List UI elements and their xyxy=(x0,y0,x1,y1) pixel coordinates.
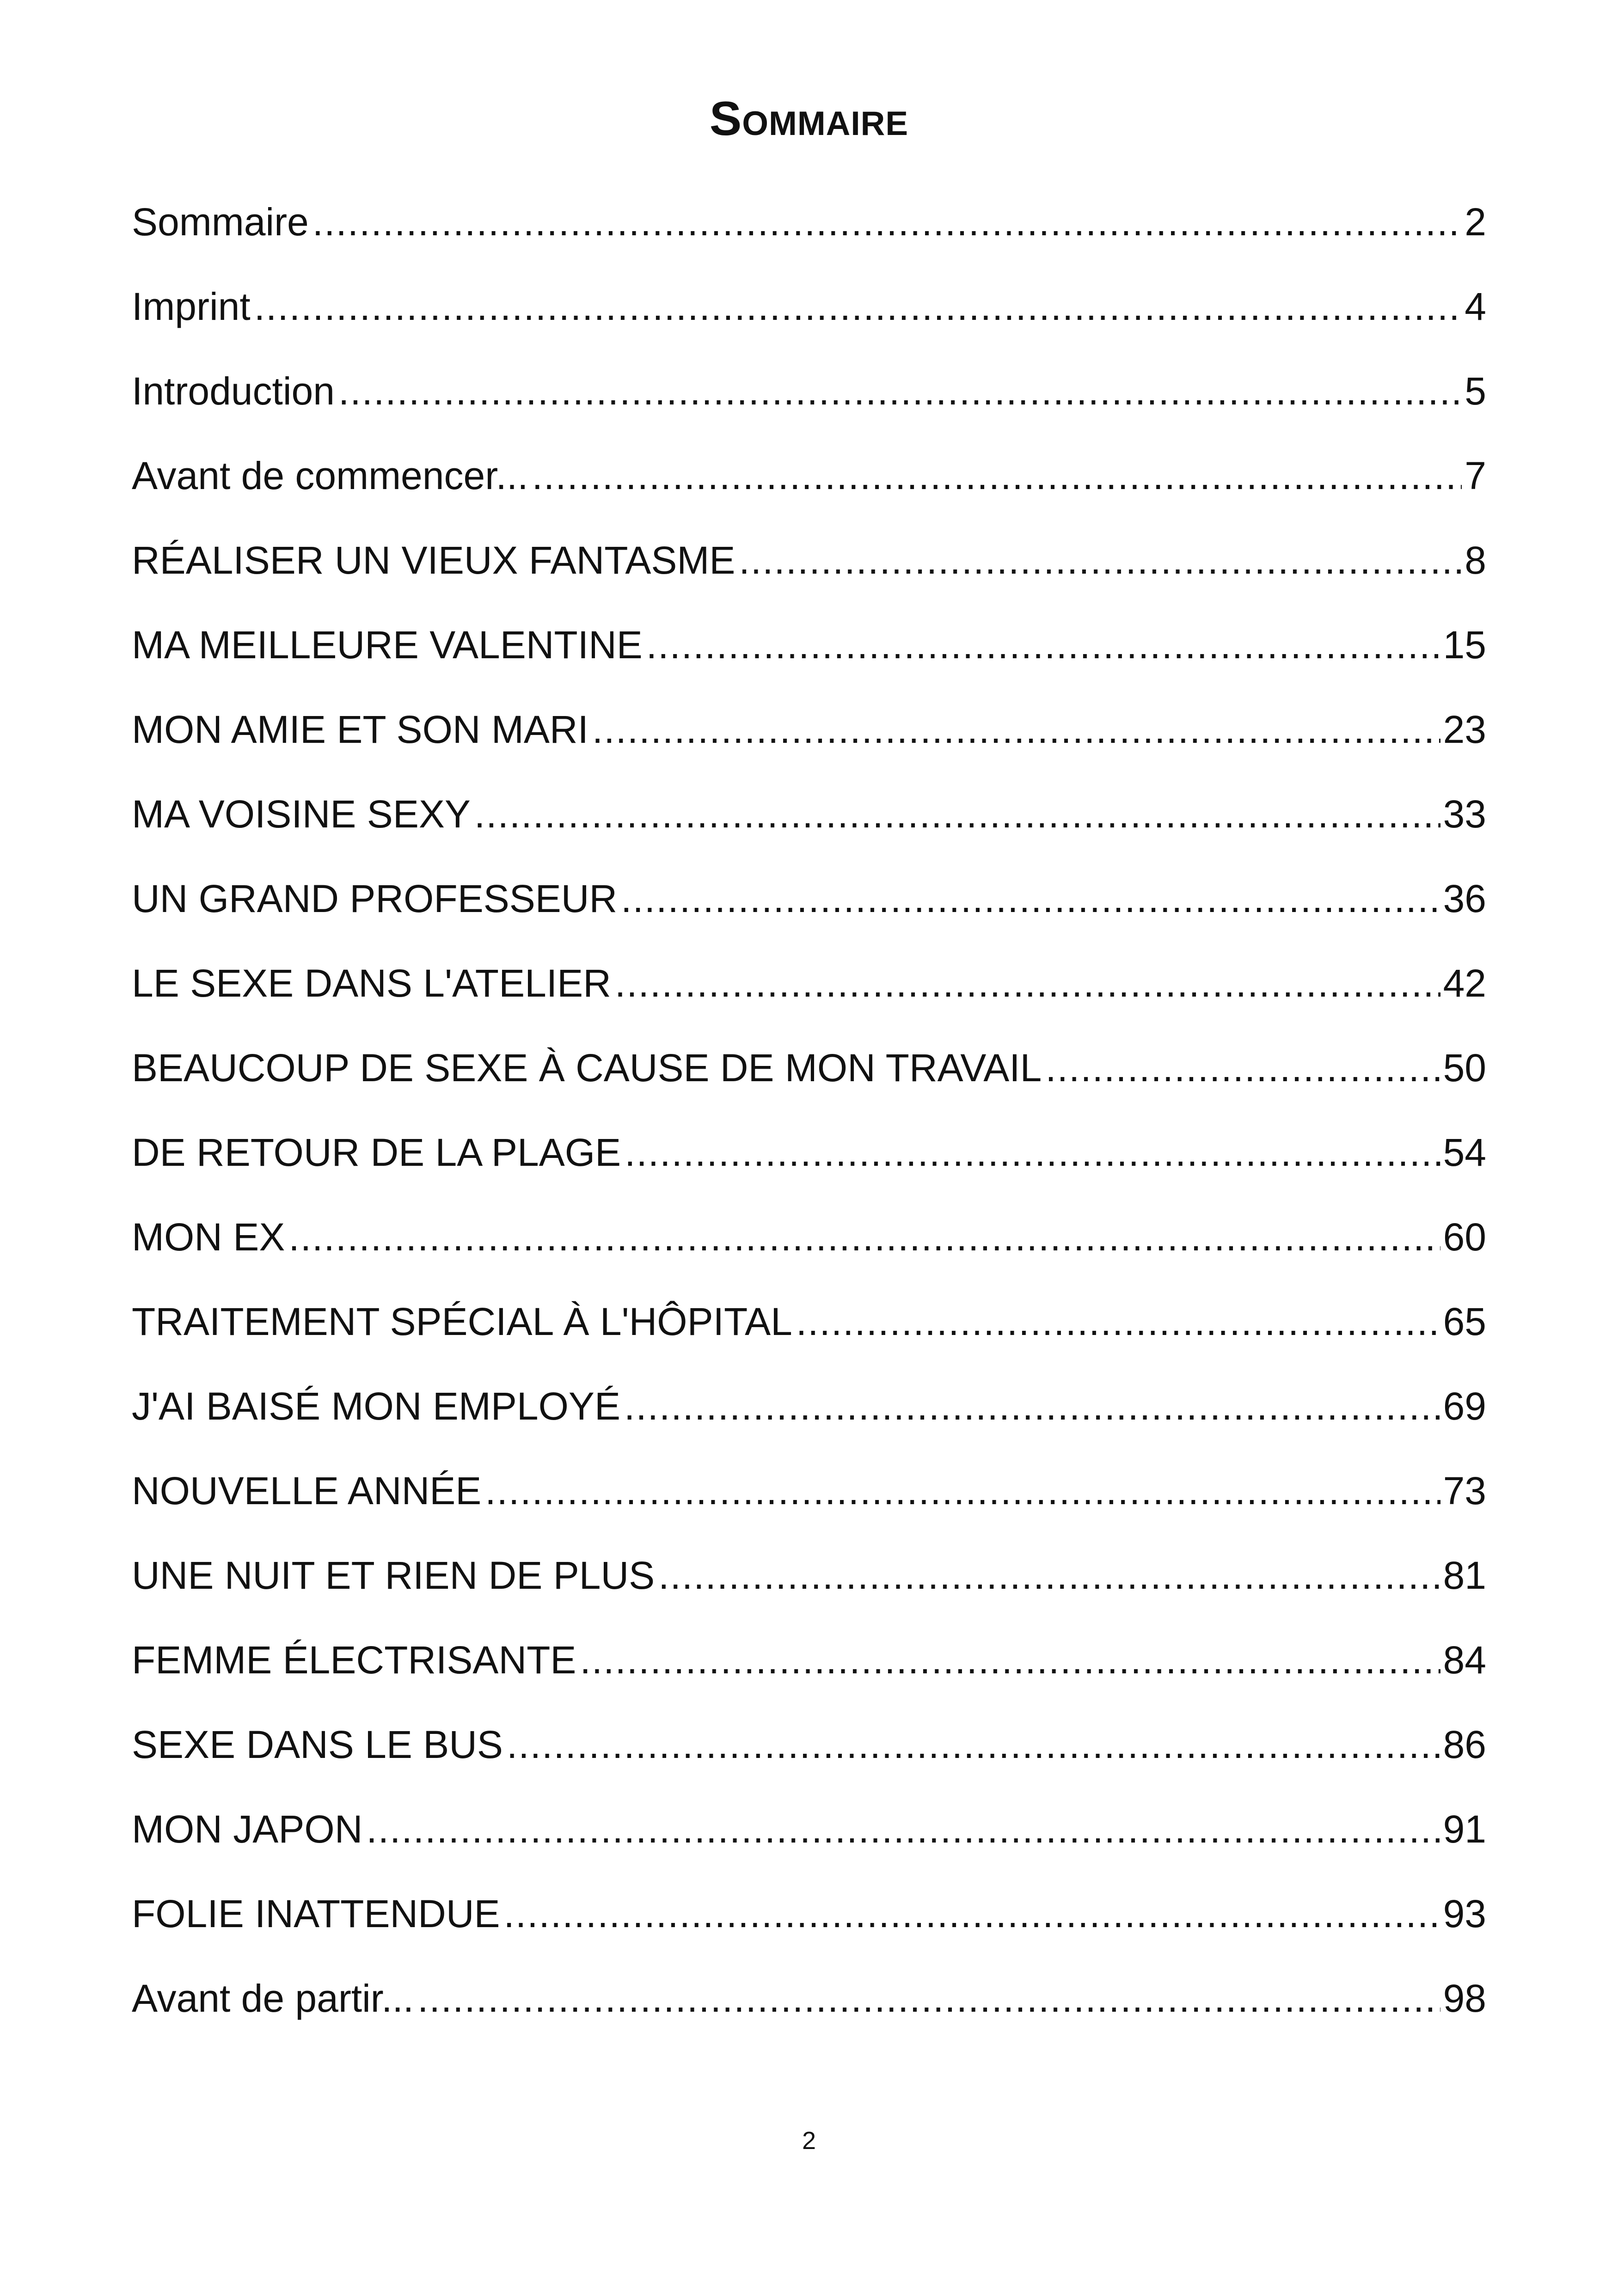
toc-entry[interactable] xyxy=(132,960,1486,1045)
toc-entry-label: LE SEXE DANS L'ATELIER xyxy=(132,961,611,1005)
toc-entry-label: Introduction xyxy=(132,369,335,413)
toc-entry-page: 36 xyxy=(1443,877,1486,920)
toc-entry-label: MON AMIE ET SON MARI xyxy=(132,708,588,751)
toc-entry-page: 42 xyxy=(1443,961,1486,1005)
toc-entry-label: FOLIE INATTENDUE xyxy=(132,1892,500,1935)
dot-leader xyxy=(532,453,1462,499)
dot-leader xyxy=(313,199,1462,245)
dot-leader xyxy=(615,960,1440,1006)
toc-entry[interactable] xyxy=(132,1129,1486,1214)
toc-entry-label: UNE NUIT ET RIEN DE PLUS xyxy=(132,1554,655,1597)
toc-entry-page: 60 xyxy=(1443,1215,1486,1259)
toc-entry[interactable] xyxy=(132,1214,1486,1298)
toc-entry[interactable] xyxy=(132,1806,1486,1891)
page-number: 2 xyxy=(802,2127,816,2155)
page-title: Sommaire xyxy=(709,92,909,146)
toc-entry[interactable] xyxy=(132,1975,1486,2060)
dot-leader xyxy=(366,1806,1440,1852)
toc-entry[interactable] xyxy=(132,1383,1486,1468)
toc-entry[interactable] xyxy=(132,1552,1486,1637)
toc-entry-label: Avant de commencer... xyxy=(132,454,528,497)
toc-entry-page: 84 xyxy=(1443,1638,1486,1682)
toc-entry-label: NOUVELLE ANNÉE xyxy=(132,1469,482,1512)
dot-leader xyxy=(580,1637,1440,1683)
toc-entry[interactable] xyxy=(132,453,1486,537)
dot-leader xyxy=(621,876,1440,922)
toc-entry-page: 23 xyxy=(1443,708,1486,751)
toc-entry[interactable] xyxy=(132,199,1486,283)
dot-leader xyxy=(624,1383,1440,1429)
dot-leader xyxy=(646,622,1440,668)
toc-entry[interactable] xyxy=(132,1468,1486,1552)
toc-entry-label: MA VOISINE SEXY xyxy=(132,792,471,836)
toc-entry[interactable] xyxy=(132,706,1486,791)
toc-entry-label: DE RETOUR DE LA PLAGE xyxy=(132,1131,621,1174)
toc-entry-page: 86 xyxy=(1443,1723,1486,1766)
dot-leader xyxy=(417,1975,1440,2021)
toc-entry-page: 54 xyxy=(1443,1131,1486,1174)
toc-entry-page: 65 xyxy=(1443,1300,1486,1343)
toc-entry-label: BEAUCOUP DE SEXE À CAUSE DE MON TRAVAIL xyxy=(132,1046,1042,1090)
toc-entry-page: 4 xyxy=(1465,285,1486,328)
dot-leader xyxy=(739,537,1462,583)
dot-leader xyxy=(1045,1045,1440,1091)
toc-entry[interactable] xyxy=(132,1637,1486,1721)
toc-entry[interactable] xyxy=(132,1045,1486,1129)
toc-entry-page: 69 xyxy=(1443,1384,1486,1428)
dot-leader xyxy=(338,368,1462,414)
dot-leader xyxy=(625,1129,1440,1176)
toc-entry-page: 33 xyxy=(1443,792,1486,836)
toc-entry-label: MON EX xyxy=(132,1215,285,1259)
toc-entry[interactable] xyxy=(132,368,1486,453)
toc-entry-page: 93 xyxy=(1443,1892,1486,1935)
toc-entry-label: J'AI BAISÉ MON EMPLOYÉ xyxy=(132,1384,620,1428)
dot-leader xyxy=(796,1298,1440,1345)
dot-leader xyxy=(288,1214,1440,1260)
toc-entry-page: 50 xyxy=(1443,1046,1486,1090)
toc-entry[interactable] xyxy=(132,1721,1486,1806)
dot-leader xyxy=(507,1721,1440,1768)
toc-entry[interactable] xyxy=(132,1298,1486,1383)
dot-leader xyxy=(485,1468,1440,1514)
dot-leader xyxy=(592,706,1440,753)
toc-entry-label: MA MEILLEURE VALENTINE xyxy=(132,623,643,667)
toc-entry-label: MON JAPON xyxy=(132,1807,363,1851)
toc-entry-label: TRAITEMENT SPÉCIAL À L'HÔPITAL xyxy=(132,1300,792,1343)
toc-entry-page: 73 xyxy=(1443,1469,1486,1512)
toc-entry-page: 5 xyxy=(1465,369,1486,413)
toc-entry[interactable] xyxy=(132,876,1486,960)
dot-leader xyxy=(254,283,1462,330)
toc-entry-page: 7 xyxy=(1465,454,1486,497)
toc-entry[interactable] xyxy=(132,791,1486,876)
toc-entry-page: 91 xyxy=(1443,1807,1486,1851)
dot-leader xyxy=(474,791,1440,837)
toc-entry[interactable] xyxy=(132,1891,1486,1975)
toc-entry-page: 81 xyxy=(1443,1554,1486,1597)
toc-entry-page: 98 xyxy=(1443,1977,1486,2020)
toc-entry-page: 15 xyxy=(1443,623,1486,667)
toc-entry-label: Avant de partir... xyxy=(132,1977,414,2020)
toc-entry-label: Imprint xyxy=(132,285,251,328)
toc-entry-label: SEXE DANS LE BUS xyxy=(132,1723,503,1766)
toc-entry[interactable] xyxy=(132,622,1486,706)
dot-leader xyxy=(504,1891,1440,1937)
toc-entry-label: Sommaire xyxy=(132,200,309,244)
toc-entry-page: 8 xyxy=(1465,539,1486,582)
table-of-contents xyxy=(132,199,1486,2060)
toc-entry[interactable] xyxy=(132,537,1486,622)
toc-entry-label: RÉALISER UN VIEUX FANTASME xyxy=(132,539,735,582)
toc-entry-page: 2 xyxy=(1465,200,1486,244)
dot-leader xyxy=(658,1552,1440,1598)
toc-entry-label: UN GRAND PROFESSEUR xyxy=(132,877,618,920)
toc-entry-label: FEMME ÉLECTRISANTE xyxy=(132,1638,576,1682)
toc-entry[interactable] xyxy=(132,283,1486,368)
